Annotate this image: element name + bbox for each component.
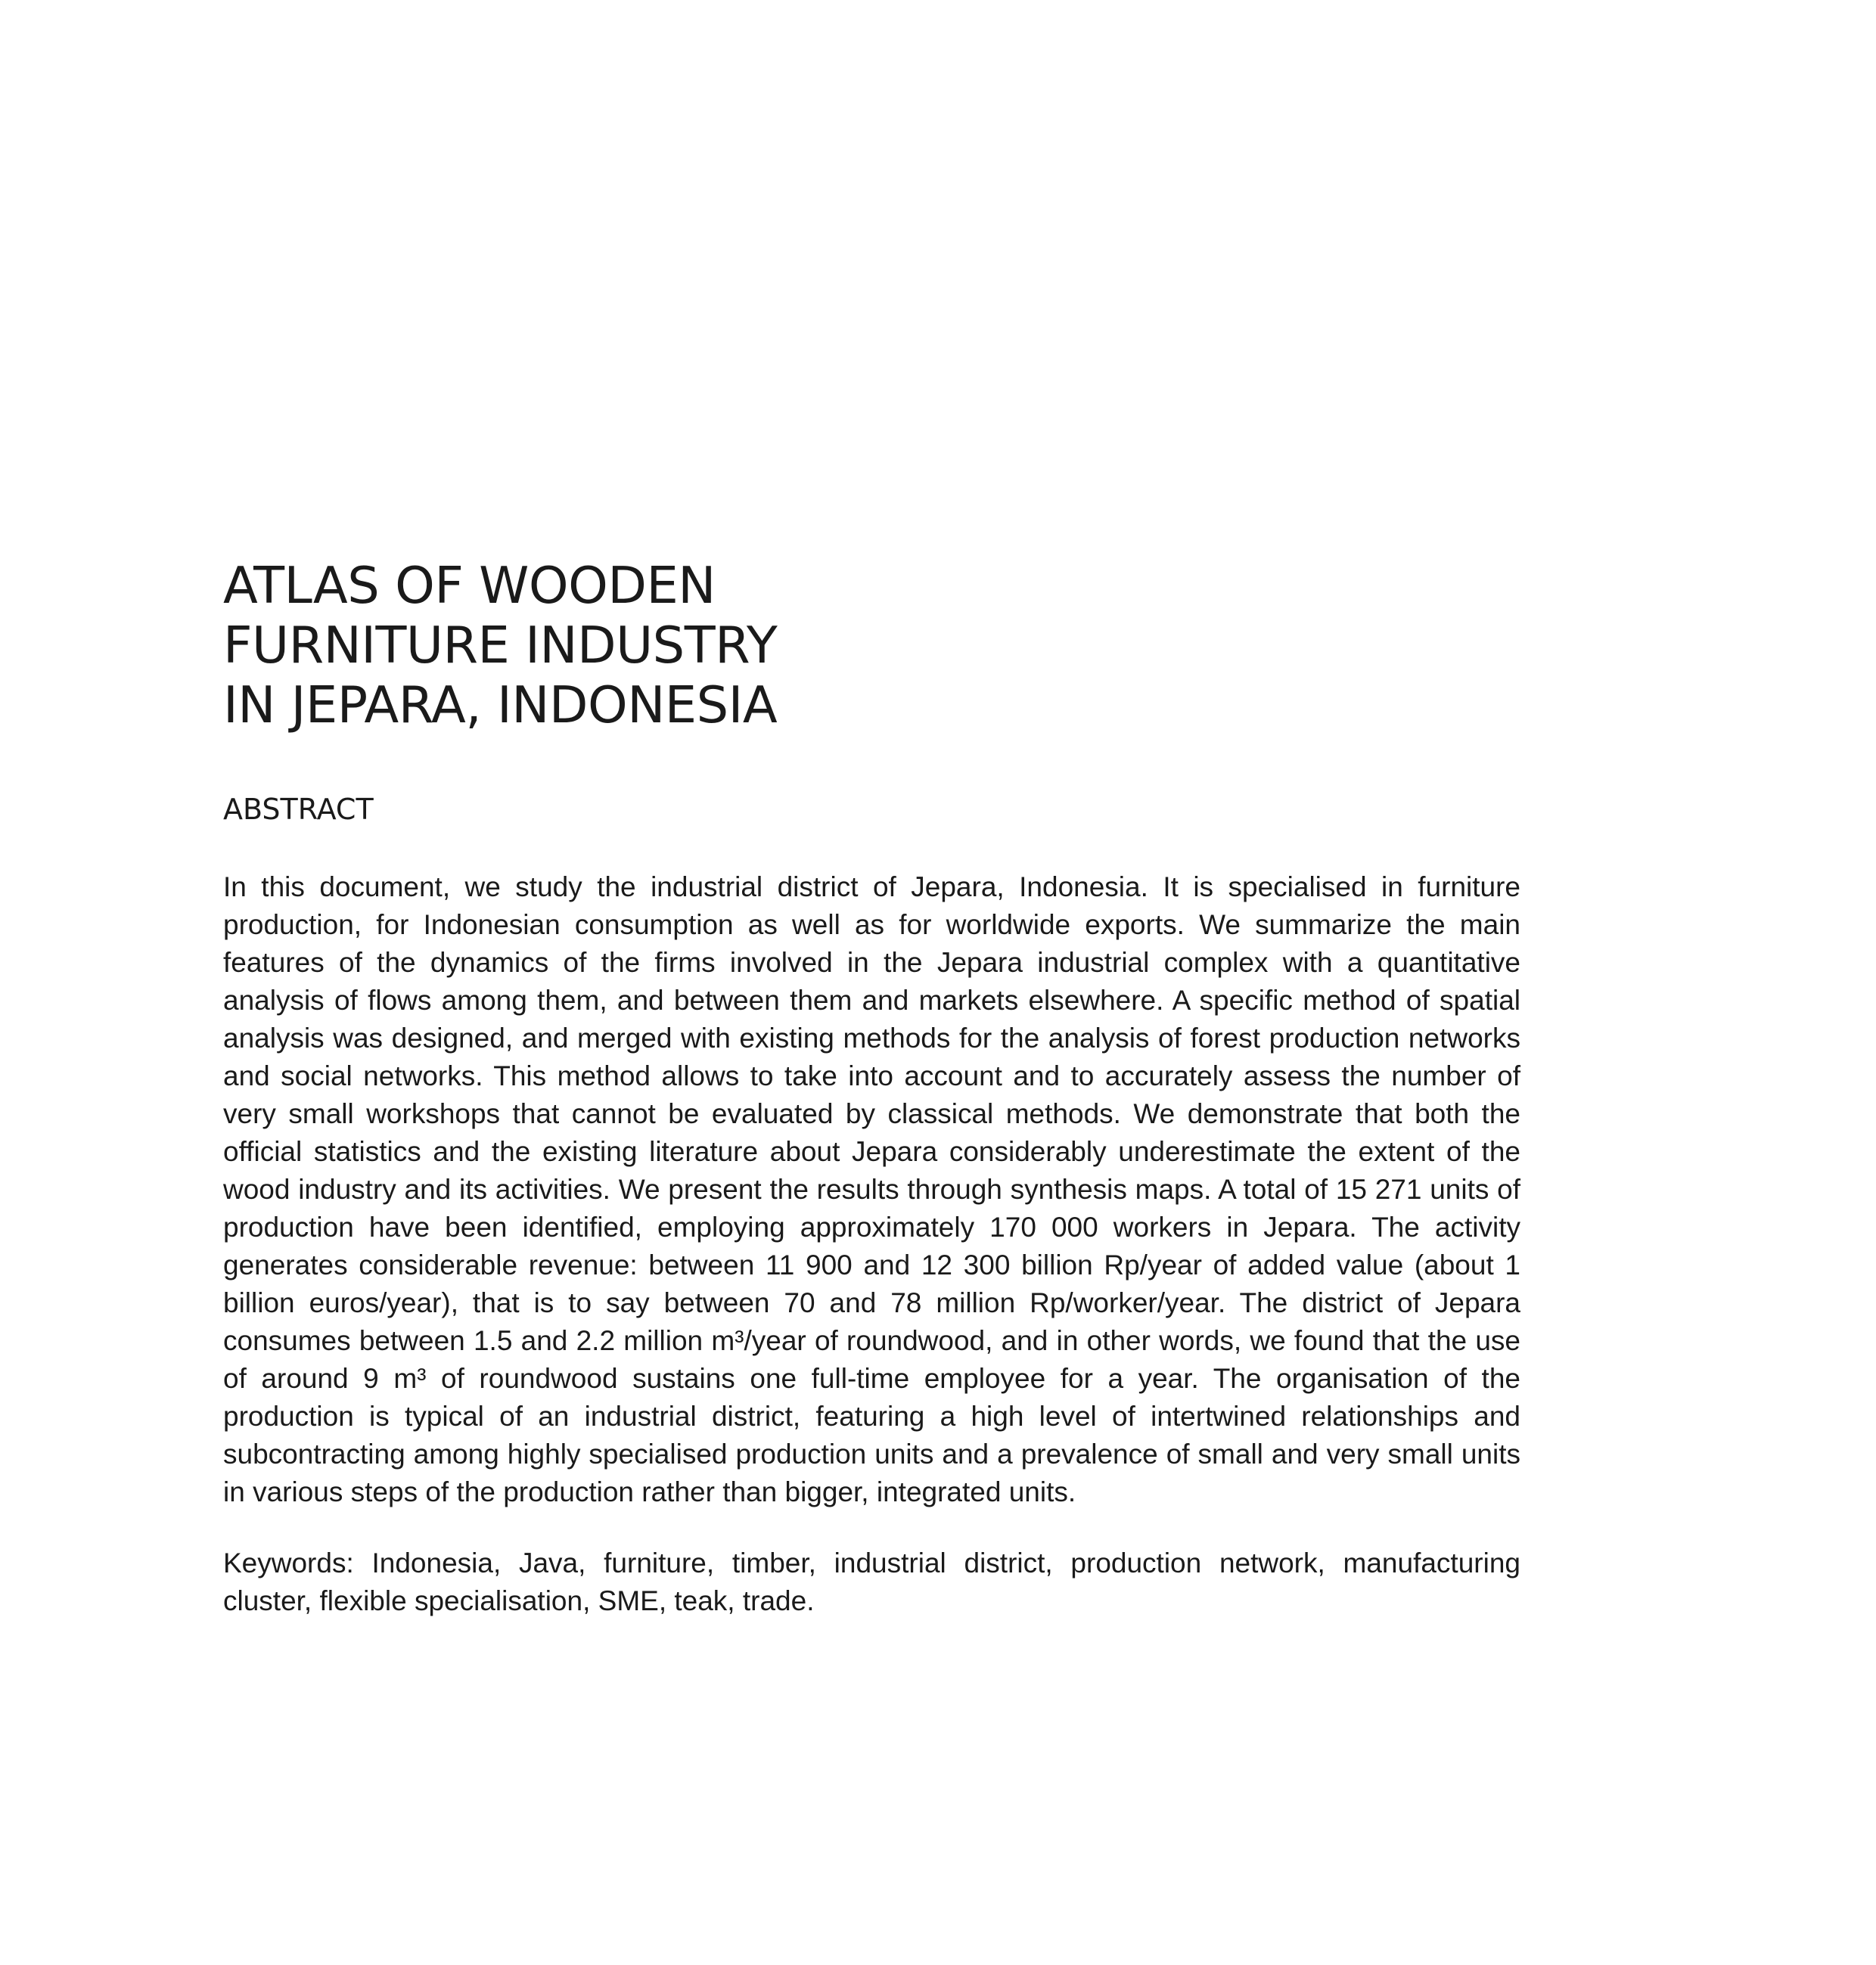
- page-content: [223, 556, 1520, 1620]
- abstract-heading: ABSTRACT: [223, 793, 374, 826]
- title-line-1: ATLAS OF WOODEN: [223, 556, 716, 615]
- keywords-paragraph: Keywords: Indonesia, Java, furniture, timber, industrial district, production network, manufacturing cluster, flexible specialisation, SME, teak, trade.: [223, 1547, 1520, 1616]
- title-line-3: IN JEPARA, INDONESIA: [223, 675, 778, 734]
- page-title: [223, 556, 1520, 735]
- title-line-2: FURNITURE INDUSTRY: [223, 616, 778, 675]
- abstract-paragraph: In this document, we study the industrial district of Jepara, Indonesia. It is specialised in furniture production, for Indonesian consumption as well as for worldwide exports. We summarize the main features of the dynamics of the firms involved in the Jepara industrial complex with a quantitative analysis of flows among them, and between them and markets elsewhere. A specific method of spatial analysis was designed, and merged with existing methods for the analysis of forest production networks and social networks. This method allows to take into account and to accurately assess the number of very small workshops that cannot be evaluated by classical methods. We demonstrate that both the official statistics and the existing literature about Jepara considerably underestimate the extent of the wood industry and its activities. We present the results through synthesis maps. A total of 15 271 units of production have been identified, employing approximately 170 000 workers in Jepara. The activity generates considerable revenue: between 11 900 and 12 300 billion Rp/year of added value (about 1 billion euros/year), that is to say between 70 and 78 million Rp/worker/year. The district of Jepara consumes between 1.5 and 2.2 million m³/year of roundwood, and in other words, we found that the use of around 9 m³ of roundwood sustains one full-time employee for a year. The organisation of the production is typical of an industrial district, featuring a high level of intertwined relationships and subcontracting among highly specialised production units and a prevalence of small and very small units in various steps of the production rather than bigger, integrated units.: [223, 871, 1520, 1507]
